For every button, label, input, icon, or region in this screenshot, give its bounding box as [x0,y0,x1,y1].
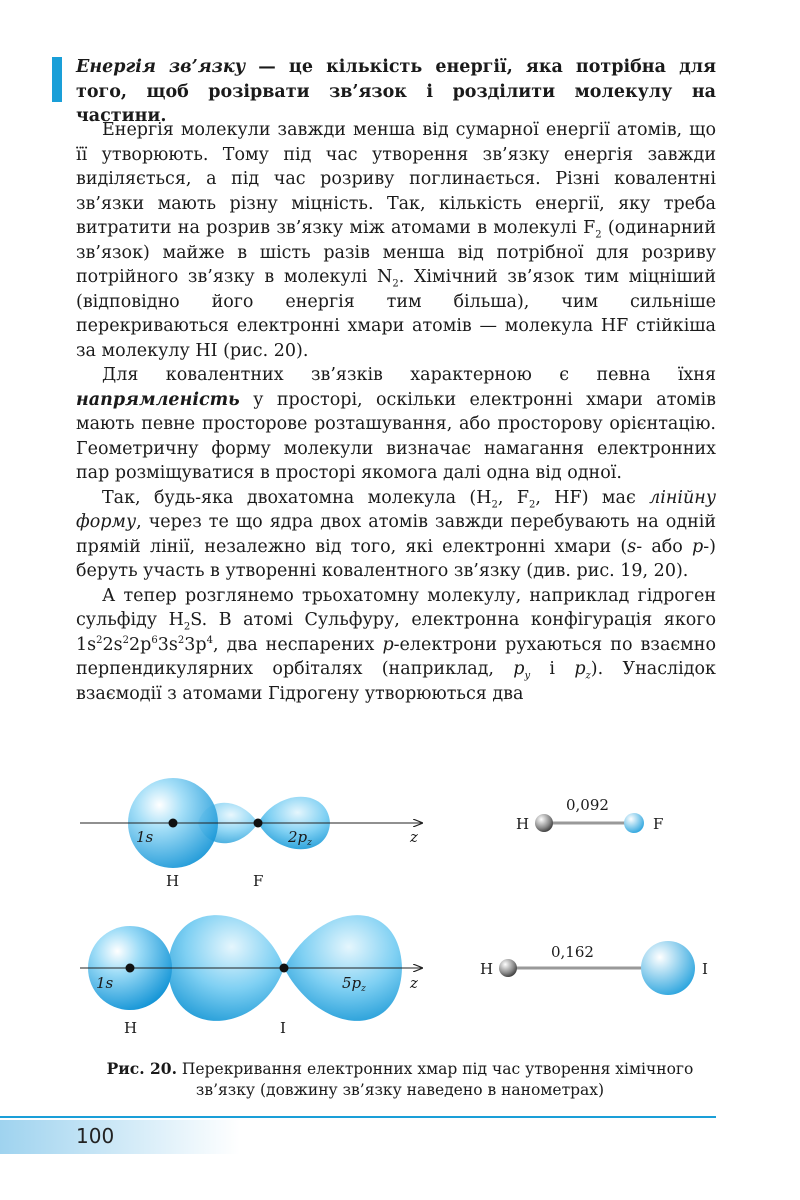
paragraph-2: Для ковалентних зв’язків характерною є певна їхня напрямленість у просторі, оскільки електронні хмари атомів мають певне просторове розташування, або просторову орієнтацію. Геометричну форму молекули визначає намагання електронних пар розміщуватися в просторі якомога далі одна від одної. [76,365,716,483]
term-directionality: напрямленість [76,389,240,410]
svg-text:I: I [702,960,708,978]
figure-20 [60,770,740,1050]
i-atom-ball [641,941,695,995]
h-nucleus [126,964,135,973]
paragraph-1: Енергія молекули завжди менша від сумарної енергії атомів, що її утворюють. Тому під час утворення зв’язку енергія завжди виділяється, а під час розриву поглинається. Різні ковалентні зв’язки мають різну міцність. Так, кількість енергії, яку треба витратити на розрив зв’язку між атомами в молекулі $F_2$ (одинарний зв’язок) майже в шість разів менша від потрібної для розриву потрійного зв’язку в молекулі $N_2$. Хімічний зв’язок тим міцніший (відповідно його енергія тим більша), чим сильніше перекриваються електронні хмари атомів — молекула HF стійкіша за молекулу HI (рис. 20). [76,120,717,361]
caption-text: Перекривання електронних хмар під час утворення хімічного зв’язку (довжину зв’язку наведено в нанометрах) [176,1060,694,1099]
svg-text:0,162: 0,162 [551,943,594,961]
svg-text:F: F [253,872,264,890]
definition-term: Енергія зв’язку [76,57,246,77]
h-atom-ball [499,959,517,977]
caption-label: Рис. 20. [106,1059,177,1078]
footer-rule [0,1116,716,1118]
svg-text:H: H [166,872,180,890]
paragraph-3: Так, будь-яка двохатомна молекула ($H_2$, $F_2$, HF) має лінійну форму, через те що ядра двох атомів завжди перебувають на одній прямій лінії, незалежно від того, які електронні хмари (s- або p-) беруть участь в утворенні ковалентного зв’язку (див. рис. 19, 20). [76,487,716,581]
svg-text:H: H [124,1019,138,1037]
figure-20-drawing [60,770,740,1050]
definition-text: — це кількість енергії, яка потрібна для того, щоб розірвати зв’язок і розділити молекулу на частини. [76,57,717,126]
svg-text:1s: 1s [96,974,114,992]
svg-text:z: z [410,828,418,846]
body-text [76,118,716,706]
svg-text:z: z [410,974,418,992]
svg-text:0,092: 0,092 [566,796,609,814]
paragraph-4: А тепер розглянемо трьохатомну молекулу, наприклад гідроген сульфіду $H_2S$. В атомі Сульфуру, електронна конфігурація якого $1s^22s^22p^63s^23p^4$, два неспарених p-електрони рухаються по взаємно перпендикулярних орбіталях (наприклад, $p_y$ і $p_z$). Унаслідок взаємодії з атомами Гідрогену утворюються два [76,585,716,704]
term-linear-form: лінійну форму [76,487,716,532]
page-number: 100 [76,1124,115,1148]
i-nucleus [280,964,289,973]
f-atom-ball [624,813,644,833]
hi-molecule-model [480,941,708,995]
svg-text:5pz: $5p_z$ [342,974,366,994]
hi-overlap-diagram [80,915,422,1037]
svg-text:F: F [653,815,664,833]
h-atom-ball [535,814,553,832]
hf-molecule-model [516,796,663,833]
h-nucleus [169,819,178,828]
hf-overlap-diagram [80,778,422,890]
svg-text:2pz: $2p_z$ [288,828,312,848]
definition-accent-bar [52,57,62,102]
svg-text:1s: 1s [136,828,154,846]
svg-text:I: I [280,1019,286,1037]
svg-text:H: H [480,960,494,978]
figure-caption [100,1058,700,1101]
electron-configuration: $1s^22s^22p^63s^23p^4$ [76,634,213,655]
f-nucleus [254,819,263,828]
footer-band [0,1120,240,1154]
svg-text:H: H [516,815,530,833]
